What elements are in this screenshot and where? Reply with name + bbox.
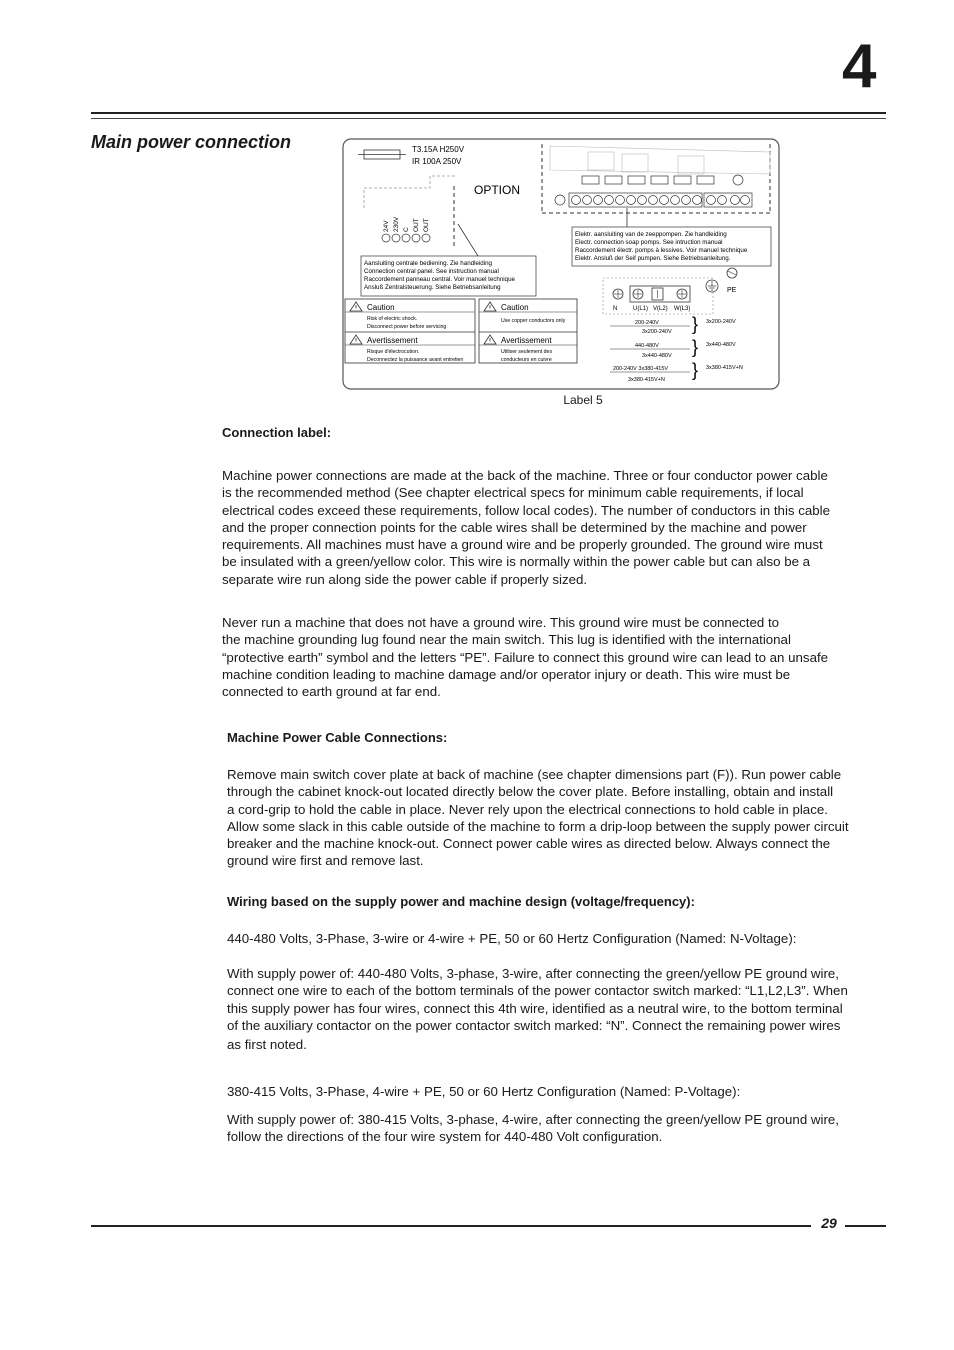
text-line: the machine grounding lug found near the main switch. This lug is identified with the international <box>222 632 791 648</box>
config-n-voltage-title: 440-480 Volts, 3-Phase, 3-wire or 4-wire + PE, 50 or 60 Hertz Configuration (Named: N-Voltage): <box>227 931 797 946</box>
text-line: connect one wire to each of the bottom terminals of the power contactor switch marked: “L1,L2,L3”. When <box>227 983 848 999</box>
text-line: requirements. All machines must have a ground wire and be properly grounded. The ground wire must <box>222 537 823 553</box>
text-line: as first noted. <box>227 1037 307 1053</box>
cable-connections-heading: Machine Power Cable Connections: <box>227 730 448 745</box>
text-line: this supply power has four wires, connect this 4th wire, identified as a neutral wire, to the bottom terminal <box>227 1000 843 1016</box>
config-p-voltage-title: 380-415 Volts, 3-Phase, 4-wire + PE, 50 or 60 Hertz Configuration (Named: P-Voltage): <box>227 1084 741 1099</box>
text-line: “protective earth” symbol and the letters “PE”. Failure to connect this ground wire can lead to an unsafe <box>222 649 829 665</box>
terminal-label: C <box>403 227 410 232</box>
page-number: 29 <box>821 1215 837 1231</box>
text-line: through the cabinet knock-out located directly below the cover plate. Before installing, obtain and install <box>227 784 834 800</box>
chapter-number: 4 <box>842 32 877 101</box>
footer-rule-right <box>845 1225 886 1227</box>
central-panel-note-line: Aansluiting centrale bediening. Zie handleiding <box>364 260 492 267</box>
brace-icon: } <box>692 360 699 380</box>
voltage-right: 3x440-480V <box>706 342 736 348</box>
footer-rule <box>91 1225 811 1227</box>
paragraph-power-connections <box>222 467 892 588</box>
voltage-a: 440-480V <box>635 343 659 349</box>
paragraph-ground-wire <box>222 614 892 700</box>
text-line: separate wire run along side the power cable if properly sized. <box>222 571 588 587</box>
paragraph-cable-connections <box>227 766 892 870</box>
voltage-b: 3x440-480V <box>642 353 672 359</box>
text-line: breaker and the machine knock-out. Connect power cable wires as directed below. Always connect the <box>227 836 831 852</box>
phase-label: V(L2) <box>653 306 668 312</box>
soap-pump-note-line: Raccordement électr. pomps à lessives. Voir manuel technique <box>575 247 748 254</box>
text-line: Allow some slack in this cable outside of the machine to form a drip-loop between the supply power circuit <box>227 818 849 834</box>
terminal-row-screws <box>555 193 752 207</box>
paragraph-n-voltage <box>227 965 892 1053</box>
central-panel-note-line: Connection central panel. See instruction manual <box>364 268 499 275</box>
caution-text: Use copper conductors only <box>501 318 566 324</box>
fuse-rating-2: IR 100A 250V <box>412 157 462 166</box>
soap-pump-note-line: Electr. connection soap pomps. See intruction manual <box>575 239 723 246</box>
text-line: Never run a machine that does not have a ground wire. This ground wire must be connected to <box>222 615 780 630</box>
fuse-rating-1: T3.15A H250V <box>412 145 465 154</box>
avertissement-text: Utiliser seulement des <box>501 349 553 355</box>
connection-label-diagram <box>340 136 782 392</box>
header-rule-thin <box>91 118 886 119</box>
voltage-b: 3x380-415V+N <box>628 377 665 383</box>
caution-text: Disconnect power before servicing <box>367 324 447 330</box>
central-panel-note-line: Raccordement panneau central. Voir manuel technique <box>364 276 516 283</box>
voltage-a: 200-240V <box>635 320 659 326</box>
soap-pump-note-line: Elektr. aansluiting van de zeeppompen. Zie handleiding <box>575 231 727 238</box>
header-rule <box>91 112 886 114</box>
text-line: With supply power of: 380-415 Volts, 3-phase, 4-wire, after connecting the green/yellow PE ground wire, <box>227 1112 839 1127</box>
central-panel-note-line: Ansluß Zentralsteuerung. Siehe Betriebsanleitung <box>364 284 501 291</box>
voltage-right: 3x380-415V+N <box>706 365 743 371</box>
terminal-label: OUT <box>413 218 420 232</box>
text-line: ground wire first and remove last. <box>227 853 424 869</box>
avertissement-text: Deconnectez la puissance avant entretien <box>367 357 464 363</box>
text-line: machine condition leading to machine damage and/or operator injury or death. This wire must be <box>222 666 791 682</box>
text-line: and the proper connection points for the cable wires shall be determined by the machine and power <box>222 519 807 535</box>
connection-label-heading: Connection label: <box>222 425 332 440</box>
section-title: Main power connection <box>91 132 292 152</box>
phase-label: N <box>613 306 618 312</box>
brace-icon: } <box>692 337 699 357</box>
voltage-b: 3x200-240V <box>642 329 672 335</box>
phase-label: W(L3) <box>674 306 691 312</box>
diagram-caption: Label 5 <box>563 393 603 407</box>
voltage-a: 200-240V 3x380-415V <box>613 366 669 372</box>
terminal-label: 230V <box>393 216 400 232</box>
terminal-label: OUT <box>423 218 430 232</box>
text-line: Machine power connections are made at the back of the machine. Three or four conductor power cable <box>222 468 828 483</box>
text-line: electrical codes exceed these requirements, follow local codes). The number of conductors in this cable <box>222 502 831 518</box>
text-line: of the auxiliary contactor on the power contactor switch marked: “N”. Connect the remaining power wires <box>227 1017 841 1033</box>
text-line: is the recommended method (See chapter electrical specs for minimum cable requirements, if local <box>222 485 804 501</box>
voltage-right: 3x200-240V <box>706 319 736 325</box>
phase-label: U(L1) <box>633 306 649 312</box>
text-line: Remove main switch cover plate at back of machine (see chapter dimensions part (F)). Run power cable <box>227 767 842 782</box>
avertissement-text: Risque d'électrocution. <box>367 349 420 355</box>
pe-label: PE <box>727 287 737 294</box>
text-line: be insulated with a green/yellow color. This wire is normally within the power cable but can also be a <box>222 554 811 570</box>
brace-icon: } <box>692 314 699 334</box>
wiring-heading: Wiring based on the supply power and machine design (voltage/frequency): <box>227 894 695 909</box>
text-line: a cord-grip to hold the cable in place. Never rely upon the electrical connections to hold cable in place. <box>227 801 828 817</box>
caution-title: Caution <box>367 303 395 312</box>
caution-title: Caution <box>501 303 529 312</box>
paragraph-p-voltage <box>227 1111 892 1146</box>
text-line: With supply power of: 440-480 Volts, 3-phase, 3-wire, after connecting the green/yellow PE ground wire, <box>227 966 839 981</box>
soap-pump-note-line: Elektr. Ansluß der Seif pumpen. Siehe Betriebsanleitung. <box>575 255 731 262</box>
text-line: connected to earth ground at far end. <box>222 684 441 700</box>
avertissement-text: conducteurs en cuivre <box>501 357 552 363</box>
terminal-label: 24V <box>383 220 390 232</box>
caution-text: Risk of electric shock. <box>367 316 418 322</box>
avertissement-title: Avertissement <box>367 336 418 345</box>
option-label: OPTION <box>474 183 521 197</box>
text-line: follow the directions of the four wire system for 440-480 Volt configuration. <box>227 1129 663 1145</box>
avertissement-title: Avertissement <box>501 336 552 345</box>
